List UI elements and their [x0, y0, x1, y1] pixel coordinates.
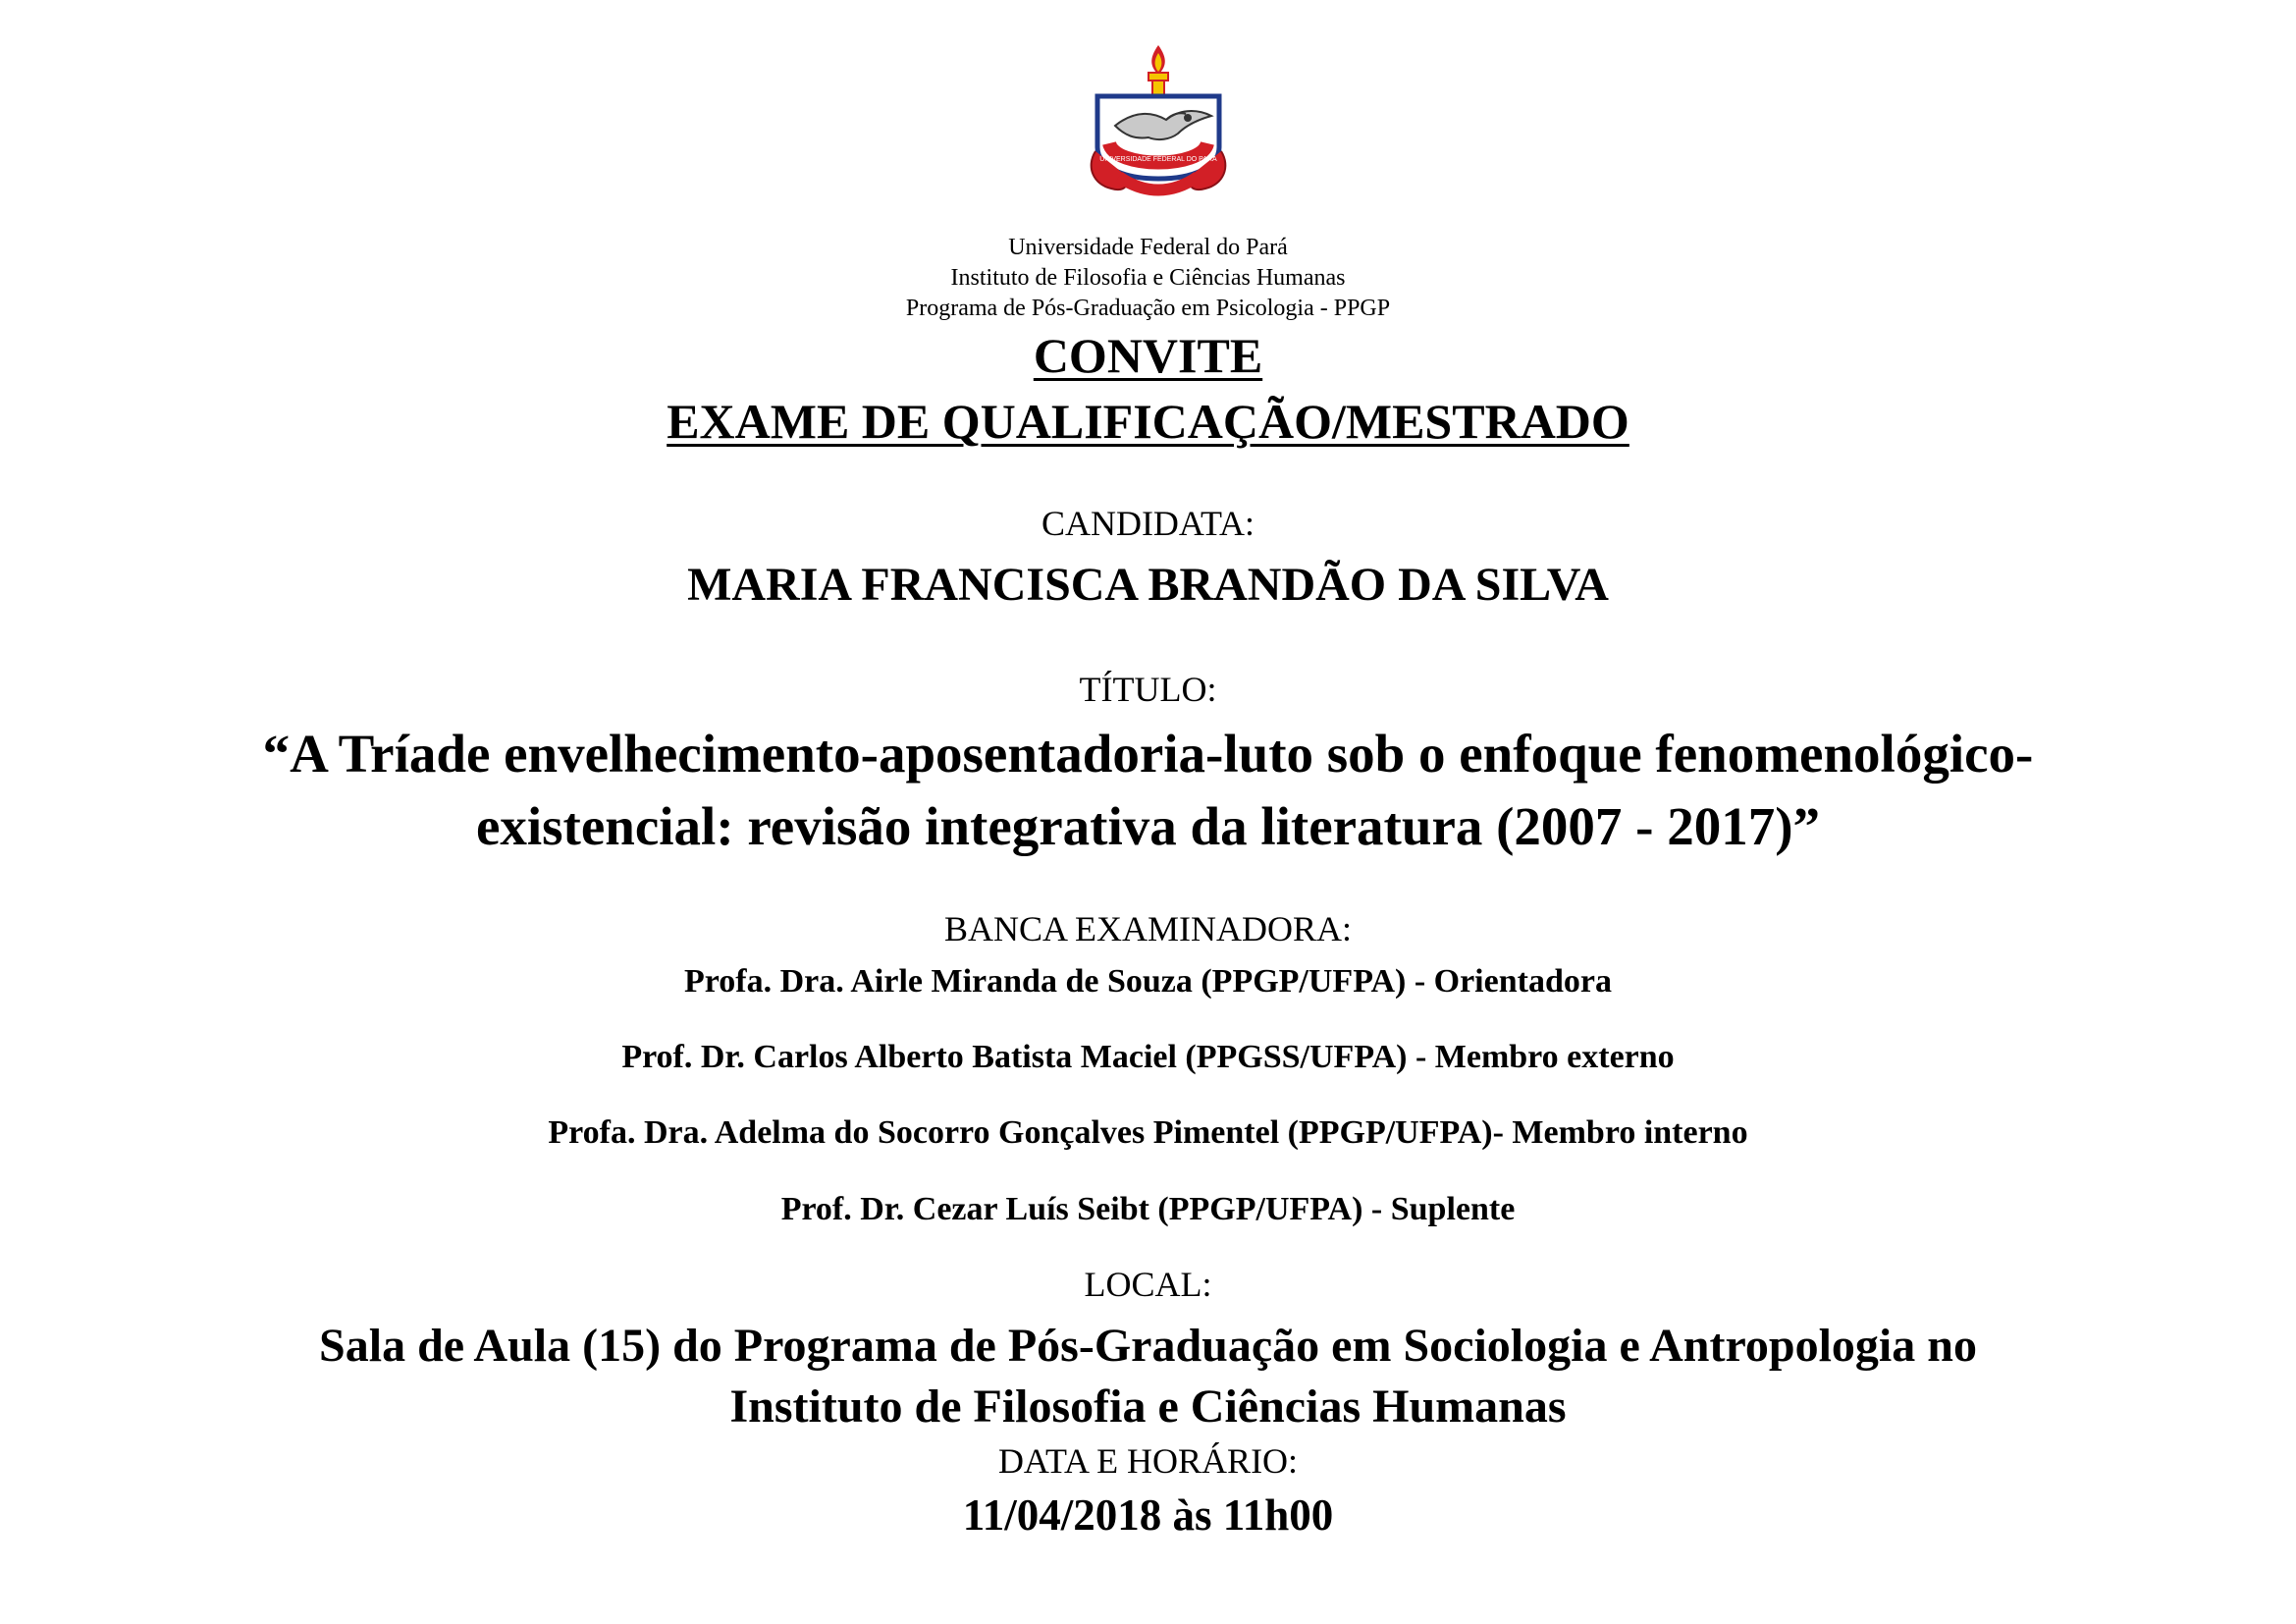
university-name: Universidade Federal do Pará [1008, 235, 1288, 260]
location-label: LOCAL: [1084, 1265, 1212, 1304]
board-label: BANCA EXAMINADORA: [943, 909, 1353, 948]
location-line-1: Sala de Aula (15) do Programa de Pós-Graduação em Sociologia e Antropologia no [319, 1320, 1977, 1372]
institute-name: Instituto de Filosofia e Ciências Humanas [950, 265, 1346, 291]
program-name: Programa de Pós-Graduação em Psicologia - PPGP [905, 296, 1391, 321]
exam-heading: EXAME DE QUALIFICAÇÃO/MESTRADO [667, 394, 1629, 449]
datetime-value: 11/04/2018 às 11h00 [962, 1490, 1334, 1540]
thesis-title-line-2: existencial: revisão integrativa da literatura (2007 - 2017)” [475, 796, 1821, 856]
invite-heading: CONVITE [1033, 328, 1263, 383]
logo-text: UNIVERSIDADE FEDERAL DO PARÁ [1099, 156, 1217, 163]
candidate-label: CANDIDATA: [1041, 504, 1255, 543]
datetime-label: DATA E HORÁRIO: [997, 1441, 1299, 1481]
thesis-title-line-1: “A Tríade envelhecimento-aposentadoria-luto sob o enfoque fenomenológico- [262, 724, 2034, 784]
title-label: TÍTULO: [1079, 670, 1217, 709]
location-line-2: Instituto de Filosofia e Ciências Humanas [729, 1380, 1567, 1433]
candidate-name: MARIA FRANCISCA BRANDÃO DA SILVA [687, 559, 1609, 611]
board-member: Prof. Dr. Cezar Luís Seibt (PPGP/UFPA) - Suplente [780, 1191, 1516, 1227]
board-member: Profa. Dra. Adelma do Socorro Gonçalves Pimentel (PPGP/UFPA)- Membro interno [548, 1114, 1748, 1151]
board-member: Prof. Dr. Carlos Alberto Batista Maciel (PPGSS/UFPA) - Membro externo [621, 1039, 1675, 1075]
ufpa-logo [1076, 41, 1241, 210]
board-member: Profa. Dra. Airle Miranda de Souza (PPGP/UFPA) - Orientadora [684, 963, 1612, 1000]
